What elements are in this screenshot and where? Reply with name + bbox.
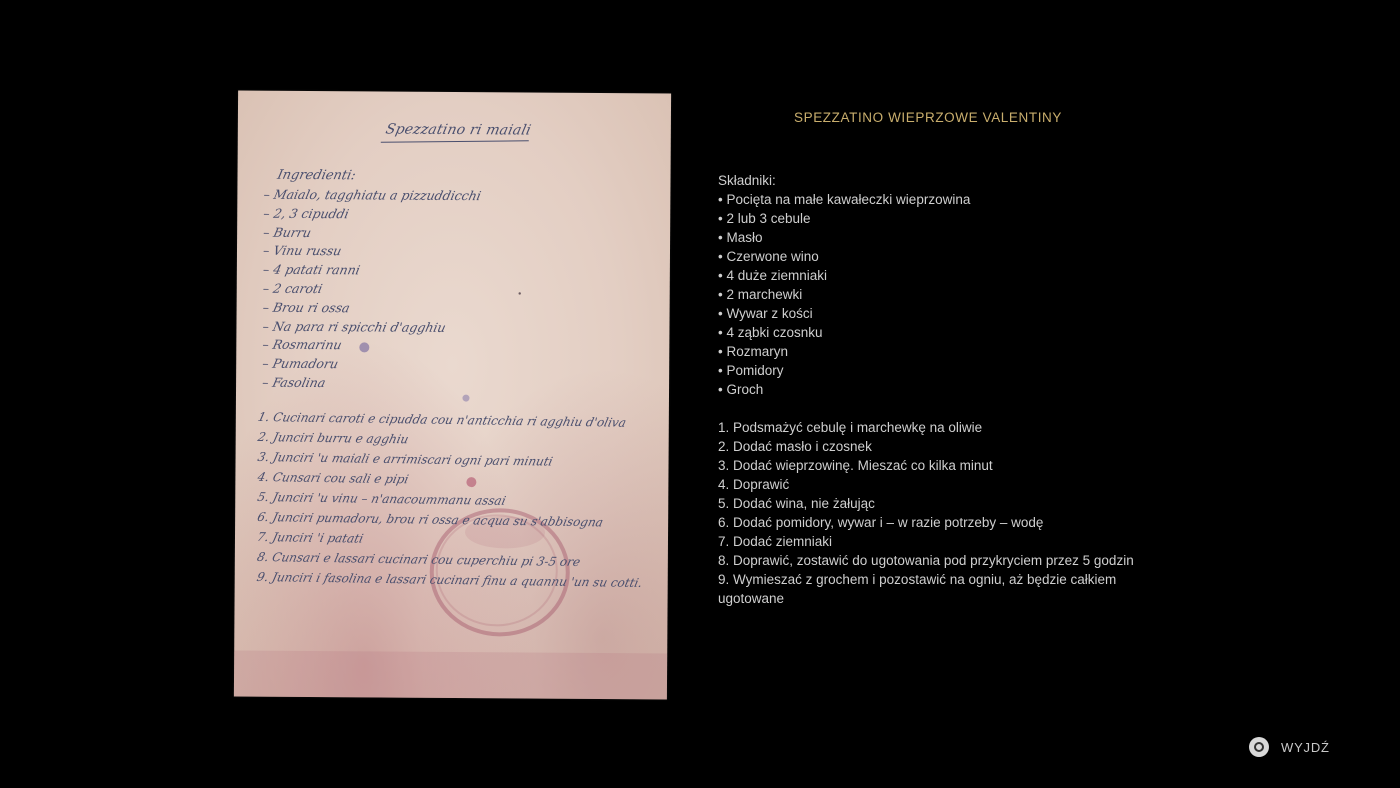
ingredient-item: • Pomidory [718,363,784,378]
step-item: 5. Dodać wina, nie żałując [718,496,875,511]
circle-button-icon [1249,737,1269,757]
ingredient-item: • 2 marchewki [718,287,803,302]
step-item: 7. Dodać ziemniaki [718,534,833,549]
paper-ingredient: – 4 patati ranni [261,261,362,278]
paper-ingredient: – Fasolina [260,374,328,391]
paper-step: 9. Junciri i fasolina e lassari cucinari finu a quannu 'un su cotti. [255,569,644,590]
ingredient-item: • Groch [718,382,764,397]
step-item: 4. Doprawić [718,477,790,492]
ingredient-item: • Masło [718,230,763,245]
paper-step: 2. Junciri burru e agghiu [256,429,411,447]
paper-ingredient: – 2 caroti [261,280,324,297]
step-item: 1. Podsmażyć cebulę i marchewkę na oliwie [718,420,983,435]
paper-step: 1. Cucinari caroti e cipudda cou n'anticchia ri agghiu d'oliva [256,409,628,430]
recipe-title: SPEZZATINO WIEPRZOWE VALENTINY [793,110,1063,125]
paper-ingredient: – Na para ri spicchi d'agghiu [261,318,448,335]
paper-step: 5. Junciri 'u vinu – n'anacoummanu assai [256,489,508,508]
paper-ingredient: – Rosmarinu [261,337,344,353]
paper-ingredient: – Burru [261,224,313,240]
paper-title: Spezzatino ri maiali [384,121,533,139]
paper-ingredient: – 2, 3 cipuddi [262,205,351,222]
paper-ingredient: – Vinu russu [261,243,344,259]
ingredient-item: • 4 duże ziemniaki [718,268,828,283]
ingredients-label: Składniki: [718,173,776,188]
recipe-paper-document [234,90,671,699]
exit-button[interactable] [1249,736,1330,758]
paper-ingredient: – Maialo, tagghiatu a pizzuddicchi [262,186,483,204]
ingredient-item: • 4 ząbki czosnku [718,325,823,340]
step-item: 3. Dodać wieprzowinę. Mieszać co kilka minut [718,458,993,473]
step-item: 9. Wymieszać z grochem i pozostawić na ogniu, aż będzie całkiem ugotowane [718,572,1117,606]
paper-step: 4. Cunsari cou sali e pipi [256,469,410,487]
ingredient-item: • 2 lub 3 cebule [718,211,811,226]
paper-ingredient: – Brou ri ossa [261,299,352,316]
step-item: 2. Dodać masło i czosnek [718,439,872,454]
paper-step: 7. Junciri 'i patati [255,529,365,546]
paper-steps-list [257,411,648,594]
ingredient-item: • Rozmaryn [718,344,788,359]
exit-label: WYJDŹ [1281,739,1330,755]
paper-step: 3. Junciri 'u maiali e arrimiscari ogni pari minuti [256,449,555,469]
circle-glyph-icon [1254,742,1264,752]
paper-step: 8. Cunsari e lassari cucinari cou cuperchiu pi 3-5 ore [255,549,582,570]
ingredients-list [718,190,1148,399]
step-item: 6. Dodać pomidory, wywar i – w razie potrzeby – wodę [718,515,1044,530]
paper-step: 6. Junciri pumadoru, brou ri ossa e acqua su s'abbisogna [255,509,605,530]
step-item: 8. Doprawić, zostawić do ugotowania pod przykryciem przez 5 godzin [718,553,1134,568]
ingredient-item: • Czerwone wino [718,249,819,264]
recipe-translation [718,171,1148,608]
ingredient-item: • Pocięta na małe kawałeczki wieprzowina [718,192,971,207]
ingredient-item: • Wywar z kości [718,306,813,321]
paper-ingredients-heading: Ingredienti: [275,167,358,184]
paper-ingredients-list [262,187,481,395]
steps-list [718,418,1148,608]
paper-ingredient: – Pumadoru [260,355,340,372]
